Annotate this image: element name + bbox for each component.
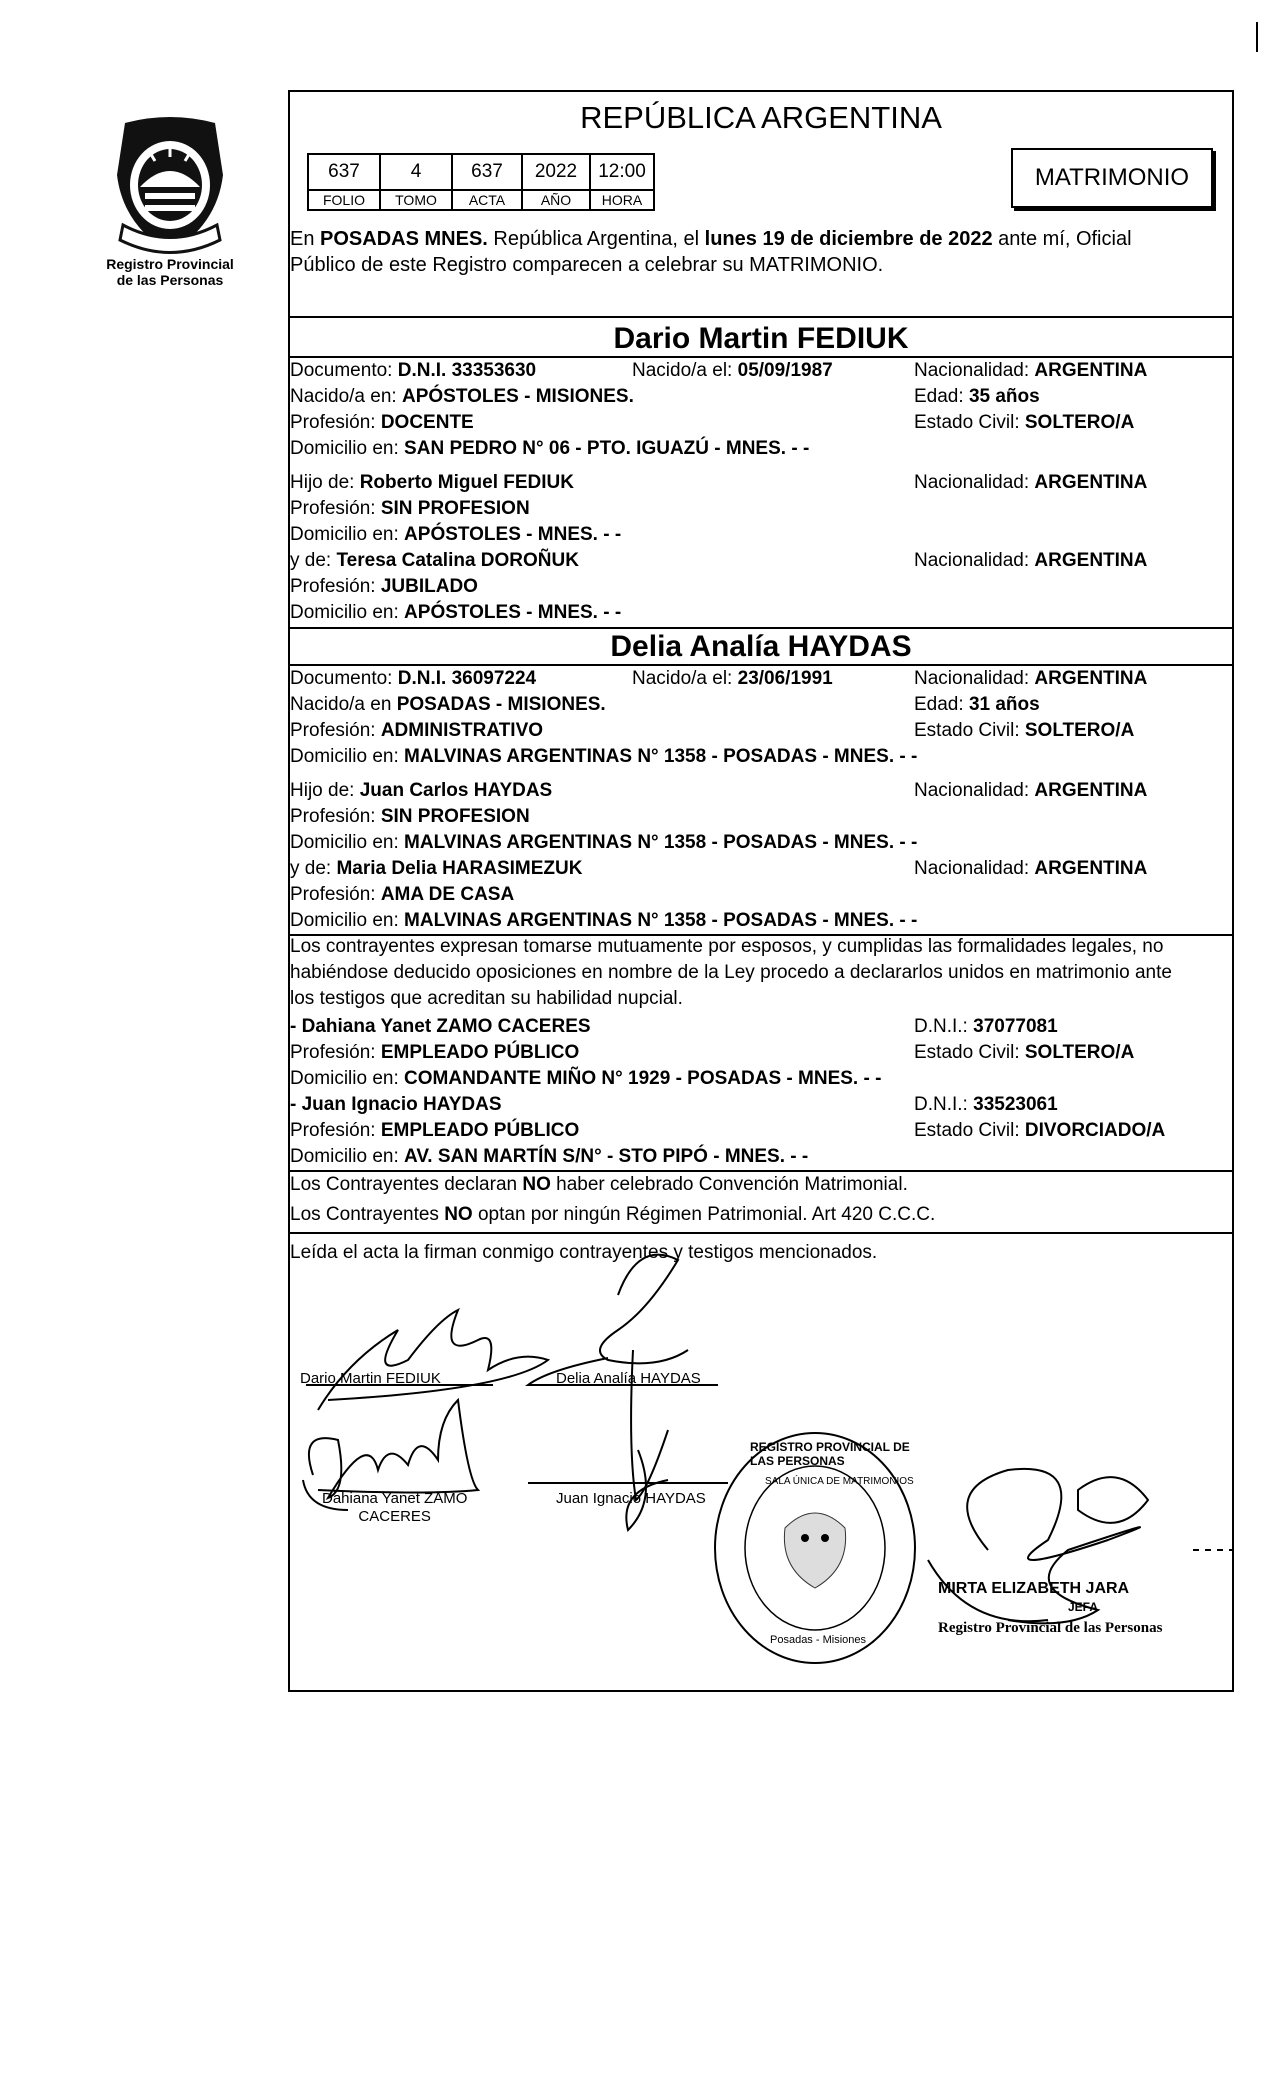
spouse1-mother: y de: Teresa Catalina DOROÑUK bbox=[290, 550, 579, 571]
act-type-label: MATRIMONIO bbox=[1034, 164, 1190, 191]
spouse2-birthplace: Nacido/a en POSADAS - MISIONES. bbox=[290, 694, 606, 715]
divider bbox=[288, 316, 1234, 318]
folio-label: FOLIO bbox=[308, 190, 380, 210]
signature-caption-witness2: Juan Ignacio HAYDAS bbox=[556, 1490, 706, 1507]
divider bbox=[288, 1170, 1234, 1172]
spouse1-civil-status: Estado Civil: SOLTERO/A bbox=[914, 412, 1135, 433]
spouse1-nationality: Nacionalidad: ARGENTINA bbox=[914, 360, 1148, 381]
divider bbox=[288, 627, 1234, 629]
witness2-name: - Juan Ignacio HAYDAS bbox=[290, 1094, 502, 1115]
stamp-ring-text: REGISTRO PROVINCIAL DE LAS PERSONAS bbox=[750, 1440, 910, 1468]
logo-caption: Registro Provincial de las Personas bbox=[106, 256, 234, 288]
witness2-dni: D.N.I.: 33523061 bbox=[914, 1094, 1058, 1115]
spouse2-birthdate: Nacido/a el: 23/06/1991 bbox=[632, 668, 833, 689]
signature-caption-spouse1: Dario Martin FEDIUK bbox=[300, 1370, 441, 1387]
divider bbox=[288, 1232, 1234, 1234]
convention-line-1: Los Contrayentes declaran NO haber celebrado Convención Matrimonial. bbox=[290, 1174, 908, 1195]
stamp-inner-text: SALA ÚNICA DE MATRIMONIOS bbox=[765, 1476, 914, 1487]
registry-logo bbox=[105, 115, 235, 255]
signature-caption-spouse2: Delia Analía HAYDAS bbox=[556, 1370, 701, 1387]
spouse2-age: Edad: 31 años bbox=[914, 694, 1040, 715]
spouse1-address: Domicilio en: SAN PEDRO N° 06 - PTO. IGUAZÚ - MNES. - - bbox=[290, 438, 810, 459]
acta-value: 637 bbox=[452, 154, 522, 190]
intro-line-2: Público de este Registro comparecen a celebrar su MATRIMONIO. bbox=[290, 254, 884, 276]
spouse1-mother-profession: Profesión: JUBILADO bbox=[290, 576, 478, 597]
spouse1-father-profession: Profesión: SIN PROFESION bbox=[290, 498, 530, 519]
spouse2-name: Delia Analía HAYDAS bbox=[610, 630, 912, 663]
declaration-line-3: los testigos que acreditan su habilidad nupcial. bbox=[290, 988, 683, 1009]
spouse2-civil-status: Estado Civil: SOLTERO/A bbox=[914, 720, 1135, 741]
spouse1-document: Documento: D.N.I. 33353630 bbox=[290, 360, 537, 381]
hora-value: 12:00 bbox=[590, 154, 654, 190]
country-title: REPÚBLICA ARGENTINA bbox=[580, 100, 942, 135]
tomo-value: 4 bbox=[380, 154, 452, 190]
convention-line-2: Los Contrayentes NO optan por ningún Régimen Patrimonial. Art 420 C.C.C. bbox=[290, 1204, 936, 1225]
spouse1-age: Edad: 35 años bbox=[914, 386, 1040, 407]
witness1-dni: D.N.I.: 37077081 bbox=[914, 1016, 1058, 1037]
anio-label: AÑO bbox=[522, 190, 590, 210]
spouse1-father: Hijo de: Roberto Miguel FEDIUK bbox=[290, 472, 574, 493]
spouse2-father-nationality: Nacionalidad: ARGENTINA bbox=[914, 780, 1148, 801]
spouse2-mother-address: Domicilio en: MALVINAS ARGENTINAS N° 1358 - POSADAS - MNES. - - bbox=[290, 910, 918, 931]
hora-label: HORA bbox=[590, 190, 654, 210]
spouse1-mother-nationality: Nacionalidad: ARGENTINA bbox=[914, 550, 1148, 571]
officer-organization: Registro Provincial de las Personas bbox=[938, 1620, 1163, 1636]
witness2-profession: Profesión: EMPLEADO PÚBLICO bbox=[290, 1120, 580, 1141]
closing-statement: Leída el acta la firman conmigo contrayentes y testigos mencionados. bbox=[290, 1242, 878, 1263]
witness1-name: - Dahiana Yanet ZAMO CACERES bbox=[290, 1016, 591, 1037]
tomo-label: TOMO bbox=[380, 190, 452, 210]
declaration-line-2: habiéndose deducido oposiciones en nombre de la Ley procedo a declararlos unidos en matrimonio ante bbox=[290, 962, 1172, 983]
spouse1-name: Dario Martin FEDIUK bbox=[613, 322, 909, 355]
margin-mark bbox=[1256, 22, 1258, 52]
intro-date: lunes 19 de diciembre de 2022 bbox=[704, 228, 993, 250]
spouse2-mother: y de: Maria Delia HARASIMEZUK bbox=[290, 858, 583, 879]
witness1-profession: Profesión: EMPLEADO PÚBLICO bbox=[290, 1042, 580, 1063]
spouse1-birthdate: Nacido/a el: 05/09/1987 bbox=[632, 360, 833, 381]
registry-index-table bbox=[307, 153, 655, 211]
spouse2-father-address: Domicilio en: MALVINAS ARGENTINAS N° 1358 - POSADAS - MNES. - - bbox=[290, 832, 918, 853]
spouse1-father-address: Domicilio en: APÓSTOLES - MNES. - - bbox=[290, 524, 622, 545]
intro-location: POSADAS MNES. bbox=[320, 228, 488, 250]
spouse1-birthplace: Nacido/a en: APÓSTOLES - MISIONES. bbox=[290, 386, 634, 407]
officer-name: MIRTA ELIZABETH JARA bbox=[938, 1580, 1130, 1597]
coat-of-arms-icon bbox=[105, 115, 235, 255]
witness1-address: Domicilio en: COMANDANTE MIÑO N° 1929 - POSADAS - MNES. - - bbox=[290, 1068, 882, 1089]
intro-line-1: En POSADAS MNES. República Argentina, el lunes 19 de diciembre de 2022 ante mí, Oficial bbox=[290, 228, 1132, 250]
divider bbox=[288, 356, 1234, 358]
witness1-civil-status: Estado Civil: SOLTERO/A bbox=[914, 1042, 1135, 1063]
acta-label: ACTA bbox=[452, 190, 522, 210]
divider bbox=[288, 664, 1234, 666]
spouse2-profession: Profesión: ADMINISTRATIVO bbox=[290, 720, 544, 741]
folio-value: 637 bbox=[308, 154, 380, 190]
spouse2-mother-nationality: Nacionalidad: ARGENTINA bbox=[914, 858, 1148, 879]
spouse1-profession: Profesión: DOCENTE bbox=[290, 412, 474, 433]
spouse1-father-nationality: Nacionalidad: ARGENTINA bbox=[914, 472, 1148, 493]
stamp-bottom-text: Posadas - Misiones bbox=[770, 1634, 866, 1646]
spouse2-nationality: Nacionalidad: ARGENTINA bbox=[914, 668, 1148, 689]
anio-value: 2022 bbox=[522, 154, 590, 190]
witness2-civil-status: Estado Civil: DIVORCIADO/A bbox=[914, 1120, 1166, 1141]
spouse2-father-profession: Profesión: SIN PROFESION bbox=[290, 806, 530, 827]
witness2-address: Domicilio en: AV. SAN MARTÍN S/N° - STO PIPÓ - MNES. - - bbox=[290, 1146, 809, 1167]
officer-title: JEFA bbox=[1068, 1600, 1099, 1614]
signature-caption-witness1: Dahiana Yanet ZAMO CACERES bbox=[322, 1490, 468, 1525]
spouse2-address: Domicilio en: MALVINAS ARGENTINAS N° 1358 - POSADAS - MNES. - - bbox=[290, 746, 918, 767]
spouse2-mother-profession: Profesión: AMA DE CASA bbox=[290, 884, 515, 905]
official-stamp bbox=[710, 1428, 920, 1668]
spouse2-document: Documento: D.N.I. 36097224 bbox=[290, 668, 537, 689]
act-type-box bbox=[1011, 148, 1213, 208]
spouse2-father: Hijo de: Juan Carlos HAYDAS bbox=[290, 780, 553, 801]
declaration-line-1: Los contrayentes expresan tomarse mutuamente por esposos, y cumplidas las formalidades legales, no bbox=[290, 936, 1164, 957]
spouse1-mother-address: Domicilio en: APÓSTOLES - MNES. - - bbox=[290, 602, 622, 623]
